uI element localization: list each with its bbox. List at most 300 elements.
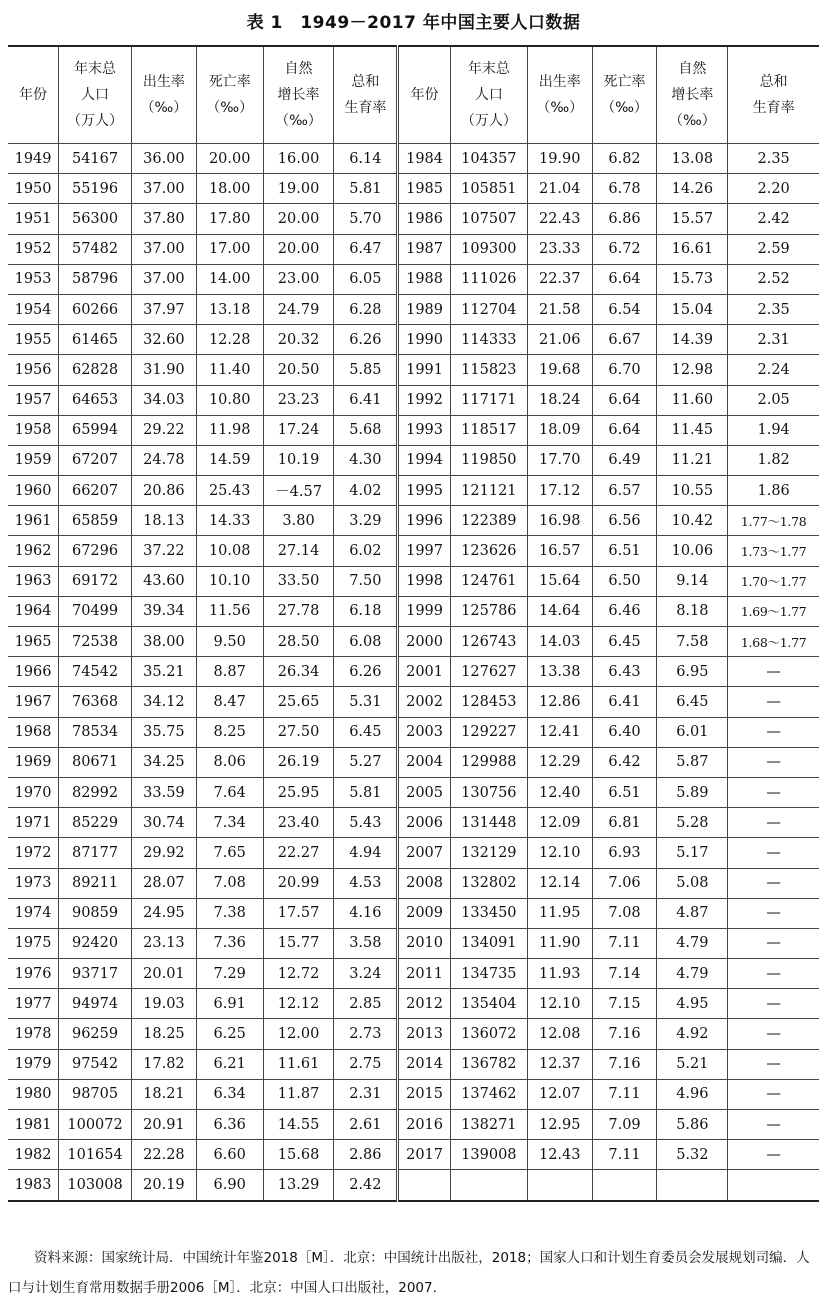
cell-death-rate: 7.09 <box>592 1110 657 1140</box>
cell-fertility-rate: — <box>728 1019 819 1049</box>
cell-natural-growth: 3.80 <box>263 506 334 536</box>
cell-fertility-rate: — <box>728 868 819 898</box>
cell-fertility-rate: 4.94 <box>334 838 398 868</box>
cell-population: 127627 <box>450 657 527 687</box>
cell-natural-growth: 12.12 <box>263 989 334 1019</box>
cell-fertility-rate: 2.75 <box>334 1049 398 1079</box>
table-row <box>8 928 819 958</box>
source-note: 资料来源：国家统计局．中国统计年鉴2018［M］．北京：中国统计出版社，2018；国家人口和计划生育委员会发展规划司编．人口与计划生育常用数据手册2006［M］．北京：中国人口出版社，2007. <box>8 1250 810 1296</box>
cell-year: 1966 <box>8 657 59 687</box>
cell-birth-rate: 23.13 <box>132 928 197 958</box>
cell-natural-growth: 20.50 <box>263 355 334 385</box>
cell-death-rate: 14.33 <box>196 506 263 536</box>
cell-fertility-rate: — <box>728 1110 819 1140</box>
cell-fertility-rate: 6.28 <box>334 294 398 324</box>
cell-death-rate: 6.91 <box>196 989 263 1019</box>
header-population: 年末总 人口 （万人） <box>450 46 527 144</box>
cell-population: 138271 <box>450 1110 527 1140</box>
cell-year: 1969 <box>8 747 59 777</box>
cell-fertility-rate: 3.29 <box>334 506 398 536</box>
population-table <box>8 45 819 1202</box>
cell-population: 97542 <box>59 1049 132 1079</box>
cell-natural-growth: 5.89 <box>657 777 728 807</box>
cell-fertility-rate: 5.70 <box>334 204 398 234</box>
cell-year: 1953 <box>8 264 59 294</box>
cell-death-rate: 17.00 <box>196 234 263 264</box>
cell-natural-growth: 13.29 <box>263 1170 334 1201</box>
cell-fertility-rate: 5.31 <box>334 687 398 717</box>
header-death-rate: 死亡率 （‰） <box>592 46 657 144</box>
cell-birth-rate: 23.33 <box>527 234 592 264</box>
cell-year: 1973 <box>8 868 59 898</box>
cell-population: 100072 <box>59 1110 132 1140</box>
header-natural-growth: 自然 增长率 （‰） <box>263 46 334 144</box>
cell-population: 66207 <box>59 476 132 506</box>
cell-death-rate: 6.54 <box>592 294 657 324</box>
cell-year: 1955 <box>8 325 59 355</box>
cell-natural-growth: 11.87 <box>263 1079 334 1109</box>
cell-birth-rate: 22.28 <box>132 1140 197 1170</box>
table-row <box>8 204 819 234</box>
cell-year: 1951 <box>8 204 59 234</box>
cell-population: 135404 <box>450 989 527 1019</box>
cell-population: 101654 <box>59 1140 132 1170</box>
cell-fertility-rate: 2.31 <box>334 1079 398 1109</box>
cell-year: 1986 <box>398 204 451 234</box>
cell-fertility-rate: 1.73～1.77 <box>728 536 819 566</box>
cell-fertility-rate: 2.31 <box>728 325 819 355</box>
cell-death-rate: 6.57 <box>592 476 657 506</box>
cell-birth-rate: 37.00 <box>132 174 197 204</box>
cell-death-rate: 6.45 <box>592 627 657 657</box>
table-row <box>8 747 819 777</box>
cell-population: 103008 <box>59 1170 132 1201</box>
cell-birth-rate: 12.08 <box>527 1019 592 1049</box>
cell-natural-growth: 10.06 <box>657 536 728 566</box>
cell-birth-rate: 12.86 <box>527 687 592 717</box>
cell-year: 2006 <box>398 808 451 838</box>
table-row <box>8 1110 819 1140</box>
cell-natural-growth: 16.61 <box>657 234 728 264</box>
cell-year: 1980 <box>8 1079 59 1109</box>
cell-year: 2013 <box>398 1019 451 1049</box>
cell-year: 1982 <box>8 1140 59 1170</box>
cell-death-rate: 8.06 <box>196 747 263 777</box>
cell-death-rate: 7.06 <box>592 868 657 898</box>
cell-natural-growth: 10.55 <box>657 476 728 506</box>
cell-death-rate: 6.64 <box>592 415 657 445</box>
cell-year: 1962 <box>8 536 59 566</box>
cell-year: 1996 <box>398 506 451 536</box>
cell-birth-rate: 12.41 <box>527 717 592 747</box>
cell-population: 90859 <box>59 898 132 928</box>
cell-population: 134735 <box>450 959 527 989</box>
cell-year: 1998 <box>398 566 451 596</box>
cell-population: 122389 <box>450 506 527 536</box>
cell-year: 1965 <box>8 627 59 657</box>
cell-birth-rate: 12.10 <box>527 838 592 868</box>
cell-natural-growth: 5.32 <box>657 1140 728 1170</box>
cell-year: 2010 <box>398 928 451 958</box>
header-row <box>8 46 819 144</box>
cell-birth-rate: 17.12 <box>527 476 592 506</box>
cell-fertility-rate: 1.69～1.77 <box>728 596 819 626</box>
cell-year: 2007 <box>398 838 451 868</box>
cell-death-rate: 8.47 <box>196 687 263 717</box>
cell-birth-rate: 12.10 <box>527 989 592 1019</box>
cell-birth-rate: 33.59 <box>132 777 197 807</box>
cell-population: 65859 <box>59 506 132 536</box>
cell-fertility-rate: 6.14 <box>334 144 398 174</box>
cell-death-rate: 18.00 <box>196 174 263 204</box>
cell-natural-growth: 26.19 <box>263 747 334 777</box>
cell-year: 1977 <box>8 989 59 1019</box>
cell-natural-growth: 25.65 <box>263 687 334 717</box>
cell-natural-growth: 15.04 <box>657 294 728 324</box>
table-row <box>8 445 819 475</box>
cell-fertility-rate: 1.82 <box>728 445 819 475</box>
cell-birth-rate: 12.95 <box>527 1110 592 1140</box>
cell-population: 104357 <box>450 144 527 174</box>
cell-fertility-rate: — <box>728 1049 819 1079</box>
table-row <box>8 355 819 385</box>
cell-population: 85229 <box>59 808 132 838</box>
cell-natural-growth: 12.98 <box>657 355 728 385</box>
cell-fertility-rate: 5.81 <box>334 777 398 807</box>
table-row <box>8 325 819 355</box>
cell-population: 78534 <box>59 717 132 747</box>
cell-population: 132129 <box>450 838 527 868</box>
cell-natural-growth: 15.68 <box>263 1140 334 1170</box>
cell-fertility-rate: 2.59 <box>728 234 819 264</box>
cell-year: 1968 <box>8 717 59 747</box>
cell-natural-growth: 9.14 <box>657 566 728 596</box>
cell-population: 58796 <box>59 264 132 294</box>
table-row <box>8 476 819 506</box>
cell-birth-rate: 12.43 <box>527 1140 592 1170</box>
cell-birth-rate: 12.40 <box>527 777 592 807</box>
cell-death-rate: 6.64 <box>592 385 657 415</box>
cell-death-rate: 8.25 <box>196 717 263 747</box>
cell-birth-rate: 34.12 <box>132 687 197 717</box>
cell-population: 72538 <box>59 627 132 657</box>
table-row <box>8 1019 819 1049</box>
cell-year: 1954 <box>8 294 59 324</box>
cell-population: 126743 <box>450 627 527 657</box>
cell-birth-rate: 13.38 <box>527 657 592 687</box>
cell-fertility-rate: 4.53 <box>334 868 398 898</box>
cell-death-rate: 12.28 <box>196 325 263 355</box>
cell-death-rate: 6.93 <box>592 838 657 868</box>
table-row <box>8 657 819 687</box>
cell-death-rate: 6.25 <box>196 1019 263 1049</box>
table-row <box>8 989 819 1019</box>
cell-year: 2001 <box>398 657 451 687</box>
cell-population: 98705 <box>59 1079 132 1109</box>
cell-death-rate: 9.50 <box>196 627 263 657</box>
cell-natural-growth: 4.79 <box>657 928 728 958</box>
cell-death-rate: 10.80 <box>196 385 263 415</box>
cell-natural-growth: 4.95 <box>657 989 728 1019</box>
cell-natural-growth: 4.87 <box>657 898 728 928</box>
cell-natural-growth: 20.00 <box>263 204 334 234</box>
cell-death-rate: 6.90 <box>196 1170 263 1201</box>
cell-population: 136782 <box>450 1049 527 1079</box>
cell-death-rate: 6.72 <box>592 234 657 264</box>
cell-year: 1990 <box>398 325 451 355</box>
cell-birth-rate: 20.19 <box>132 1170 197 1201</box>
cell-year: 1961 <box>8 506 59 536</box>
cell-death-rate: 7.14 <box>592 959 657 989</box>
cell-natural-growth: 5.08 <box>657 868 728 898</box>
cell-natural-growth: 14.26 <box>657 174 728 204</box>
cell-year: 1956 <box>8 355 59 385</box>
cell-natural-growth <box>657 1170 728 1201</box>
table-row <box>8 415 819 445</box>
cell-population: 76368 <box>59 687 132 717</box>
cell-fertility-rate: — <box>728 687 819 717</box>
cell-natural-growth: 24.79 <box>263 294 334 324</box>
cell-population: 64653 <box>59 385 132 415</box>
cell-year: 2004 <box>398 747 451 777</box>
cell-population: 131448 <box>450 808 527 838</box>
cell-fertility-rate <box>728 1170 819 1201</box>
header-population: 年末总 人口 （万人） <box>59 46 132 144</box>
cell-year: 1971 <box>8 808 59 838</box>
cell-fertility-rate: 2.24 <box>728 355 819 385</box>
cell-year: 2012 <box>398 989 451 1019</box>
cell-fertility-rate: 5.85 <box>334 355 398 385</box>
cell-birth-rate: 15.64 <box>527 566 592 596</box>
table-row <box>8 234 819 264</box>
cell-fertility-rate: 6.26 <box>334 325 398 355</box>
cell-year: 2002 <box>398 687 451 717</box>
cell-population: 56300 <box>59 204 132 234</box>
cell-birth-rate: 11.95 <box>527 898 592 928</box>
cell-population: 124761 <box>450 566 527 596</box>
cell-death-rate: 7.08 <box>592 898 657 928</box>
cell-death-rate: 6.50 <box>592 566 657 596</box>
cell-fertility-rate: 6.02 <box>334 536 398 566</box>
cell-fertility-rate: 4.02 <box>334 476 398 506</box>
header-death-rate: 死亡率 （‰） <box>196 46 263 144</box>
cell-fertility-rate: 4.16 <box>334 898 398 928</box>
cell-death-rate: 6.81 <box>592 808 657 838</box>
cell-natural-growth: 4.92 <box>657 1019 728 1049</box>
cell-death-rate: 7.38 <box>196 898 263 928</box>
cell-year: 1952 <box>8 234 59 264</box>
cell-death-rate: 6.86 <box>592 204 657 234</box>
cell-birth-rate: 14.03 <box>527 627 592 657</box>
cell-death-rate: 10.10 <box>196 566 263 596</box>
cell-natural-growth: 15.77 <box>263 928 334 958</box>
cell-population: 134091 <box>450 928 527 958</box>
table-row <box>8 687 819 717</box>
cell-natural-growth: 20.32 <box>263 325 334 355</box>
cell-year: 1997 <box>398 536 451 566</box>
cell-natural-growth: 13.08 <box>657 144 728 174</box>
cell-year: 1988 <box>398 264 451 294</box>
cell-birth-rate: 21.06 <box>527 325 592 355</box>
cell-fertility-rate: — <box>728 657 819 687</box>
cell-fertility-rate: 3.58 <box>334 928 398 958</box>
cell-population <box>450 1170 527 1201</box>
cell-birth-rate: 20.01 <box>132 959 197 989</box>
cell-year: 1992 <box>398 385 451 415</box>
cell-fertility-rate: — <box>728 838 819 868</box>
table-row <box>8 838 819 868</box>
cell-fertility-rate: 4.30 <box>334 445 398 475</box>
cell-year: 1995 <box>398 476 451 506</box>
cell-death-rate: 11.40 <box>196 355 263 385</box>
cell-natural-growth: 5.17 <box>657 838 728 868</box>
cell-birth-rate: 12.09 <box>527 808 592 838</box>
cell-year: 1967 <box>8 687 59 717</box>
cell-population: 137462 <box>450 1079 527 1109</box>
cell-year: 2003 <box>398 717 451 747</box>
cell-natural-growth: 27.78 <box>263 596 334 626</box>
cell-death-rate: 7.11 <box>592 1140 657 1170</box>
table-row <box>8 898 819 928</box>
cell-birth-rate: 22.43 <box>527 204 592 234</box>
cell-birth-rate: 21.58 <box>527 294 592 324</box>
cell-natural-growth: 6.45 <box>657 687 728 717</box>
cell-birth-rate: 17.70 <box>527 445 592 475</box>
cell-natural-growth: －4.57 <box>263 476 334 506</box>
cell-fertility-rate: — <box>728 959 819 989</box>
cell-birth-rate: 19.03 <box>132 989 197 1019</box>
cell-natural-growth: 11.21 <box>657 445 728 475</box>
cell-fertility-rate: 2.73 <box>334 1019 398 1049</box>
cell-birth-rate: 29.92 <box>132 838 197 868</box>
cell-death-rate: 6.42 <box>592 747 657 777</box>
cell-population: 69172 <box>59 566 132 596</box>
cell-year: 1981 <box>8 1110 59 1140</box>
header-natural-growth: 自然 增长率 （‰） <box>657 46 728 144</box>
cell-birth-rate <box>527 1170 592 1201</box>
cell-birth-rate: 18.24 <box>527 385 592 415</box>
cell-fertility-rate: — <box>728 898 819 928</box>
cell-birth-rate: 34.03 <box>132 385 197 415</box>
cell-population: 74542 <box>59 657 132 687</box>
cell-year: 1991 <box>398 355 451 385</box>
cell-natural-growth: 26.34 <box>263 657 334 687</box>
cell-natural-growth: 11.45 <box>657 415 728 445</box>
cell-death-rate: 10.08 <box>196 536 263 566</box>
cell-natural-growth: 23.23 <box>263 385 334 415</box>
cell-birth-rate: 34.25 <box>132 747 197 777</box>
cell-fertility-rate: — <box>728 989 819 1019</box>
cell-death-rate: 6.78 <box>592 174 657 204</box>
cell-natural-growth: 20.00 <box>263 234 334 264</box>
cell-death-rate: 6.56 <box>592 506 657 536</box>
header-fertility-rate: 总和 生育率 <box>334 46 398 144</box>
table-row <box>8 294 819 324</box>
cell-death-rate: 6.21 <box>196 1049 263 1079</box>
cell-population: 89211 <box>59 868 132 898</box>
cell-population: 139008 <box>450 1140 527 1170</box>
cell-birth-rate: 32.60 <box>132 325 197 355</box>
cell-death-rate: 6.51 <box>592 536 657 566</box>
cell-year: 1985 <box>398 174 451 204</box>
cell-population: 128453 <box>450 687 527 717</box>
header-year: 年份 <box>398 46 451 144</box>
table-row <box>8 1049 819 1079</box>
cell-year: 1963 <box>8 566 59 596</box>
cell-death-rate: 6.43 <box>592 657 657 687</box>
cell-population: 111026 <box>450 264 527 294</box>
cell-natural-growth: 6.95 <box>657 657 728 687</box>
cell-death-rate: 8.87 <box>196 657 263 687</box>
cell-death-rate: 13.18 <box>196 294 263 324</box>
cell-population: 62828 <box>59 355 132 385</box>
cell-population: 114333 <box>450 325 527 355</box>
cell-birth-rate: 12.37 <box>527 1049 592 1079</box>
cell-birth-rate: 18.21 <box>132 1079 197 1109</box>
cell-population: 70499 <box>59 596 132 626</box>
table-row <box>8 1079 819 1109</box>
cell-death-rate: 6.64 <box>592 264 657 294</box>
cell-death-rate: 11.98 <box>196 415 263 445</box>
cell-population: 105851 <box>450 174 527 204</box>
cell-natural-growth: 5.21 <box>657 1049 728 1079</box>
cell-death-rate: 6.49 <box>592 445 657 475</box>
cell-death-rate: 7.29 <box>196 959 263 989</box>
header-year: 年份 <box>8 46 59 144</box>
cell-fertility-rate: 7.50 <box>334 566 398 596</box>
cell-natural-growth: 6.01 <box>657 717 728 747</box>
cell-fertility-rate: — <box>728 747 819 777</box>
table-row <box>8 174 819 204</box>
cell-fertility-rate: 2.85 <box>334 989 398 1019</box>
cell-birth-rate: 11.90 <box>527 928 592 958</box>
cell-population: 107507 <box>450 204 527 234</box>
cell-death-rate: 6.34 <box>196 1079 263 1109</box>
cell-natural-growth: 15.73 <box>657 264 728 294</box>
cell-death-rate: 7.65 <box>196 838 263 868</box>
cell-birth-rate: 35.75 <box>132 717 197 747</box>
table-body <box>8 144 819 1201</box>
cell-year: 1983 <box>8 1170 59 1201</box>
cell-birth-rate: 36.00 <box>132 144 197 174</box>
cell-natural-growth: 22.27 <box>263 838 334 868</box>
cell-natural-growth: 20.99 <box>263 868 334 898</box>
cell-death-rate: 7.36 <box>196 928 263 958</box>
cell-death-rate: 6.67 <box>592 325 657 355</box>
cell-year: 1960 <box>8 476 59 506</box>
cell-year: 1978 <box>8 1019 59 1049</box>
cell-death-rate: 7.34 <box>196 808 263 838</box>
cell-fertility-rate: 1.77～1.78 <box>728 506 819 536</box>
cell-birth-rate: 37.22 <box>132 536 197 566</box>
cell-population: 125786 <box>450 596 527 626</box>
table-row <box>8 596 819 626</box>
cell-natural-growth: 27.50 <box>263 717 334 747</box>
cell-year: 1976 <box>8 959 59 989</box>
cell-year: 1993 <box>398 415 451 445</box>
cell-natural-growth: 17.57 <box>263 898 334 928</box>
cell-fertility-rate: 2.20 <box>728 174 819 204</box>
cell-birth-rate: 16.57 <box>527 536 592 566</box>
cell-birth-rate: 19.68 <box>527 355 592 385</box>
cell-fertility-rate: 6.41 <box>334 385 398 415</box>
cell-birth-rate: 20.91 <box>132 1110 197 1140</box>
cell-birth-rate: 18.09 <box>527 415 592 445</box>
cell-fertility-rate: 6.26 <box>334 657 398 687</box>
cell-birth-rate: 38.00 <box>132 627 197 657</box>
cell-year: 1999 <box>398 596 451 626</box>
cell-birth-rate: 28.07 <box>132 868 197 898</box>
